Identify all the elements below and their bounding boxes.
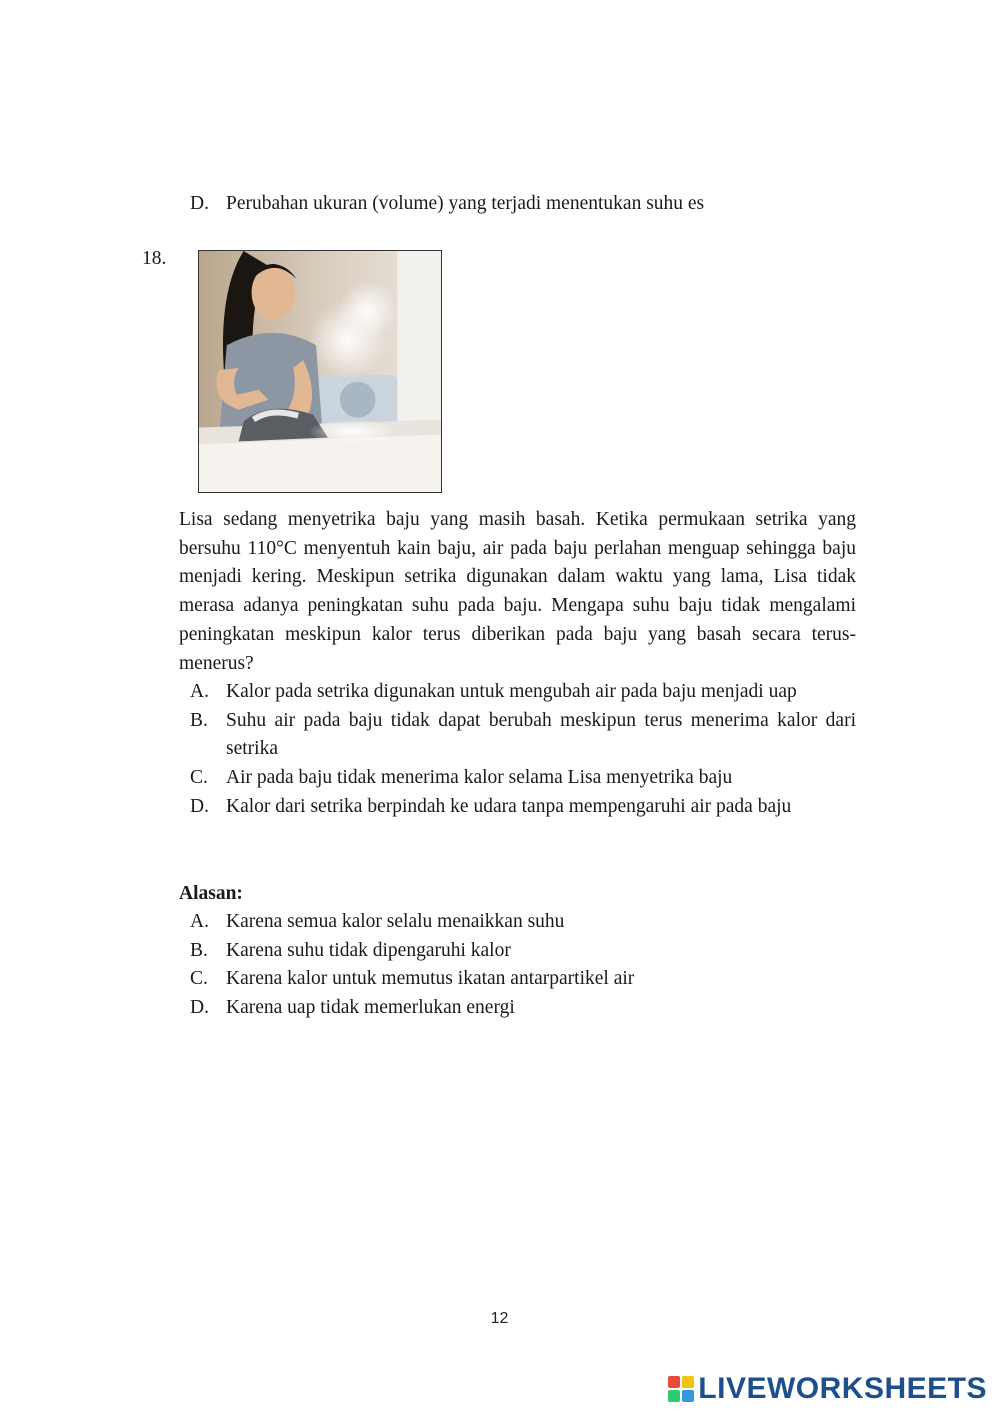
option-text: Karena semua kalor selalu menaikkan suhu [226, 911, 565, 932]
question-stem: Lisa sedang menyetrika baju yang masih basah. Ketika permukaan setrika yang bersuhu 110°C menyentuh kain baju, air pada baju perlahan menguap sehingga baju menjadi kering. Meskipun setrika digunakan dalam waktu yang lama, Lisa tidak merasa adanya peningkatan suhu pada baju. Mengapa suhu baju tidak mengalami peningkatan meskipun kalor terus diberikan pada baju yang basah secara terus- menerus? [179, 509, 856, 674]
option-text: Karena suhu tidak dipengaruhi kalor [226, 939, 511, 961]
option-letter: D. [190, 997, 209, 1019]
woman-ironing-steam-icon [199, 251, 441, 492]
option-c[interactable] [190, 764, 856, 793]
page-number: 12 [490, 1310, 509, 1327]
option-text: Kalor dari setrika berpindah ke udara tanpa mempengaruhi air pada baju [226, 795, 792, 817]
reason-a[interactable] [190, 908, 856, 937]
option-text: Karena kalor untuk memutus ikatan antarpartikel air [226, 968, 635, 990]
option-text: Air pada baju tidak menerima kalor selama Lisa menyetrika baju [226, 767, 733, 789]
option-text: Kalor pada setrika digunakan untuk mengubah air pada baju menjadi uap [226, 681, 797, 702]
option-text: Perubahan ukuran (volume) yang terjadi menentukan suhu es [226, 193, 705, 214]
reason-label: Alasan: [179, 883, 243, 904]
liveworksheets-logo-icon [668, 1376, 694, 1402]
previous-question-option-d [190, 190, 870, 218]
option-text: Suhu air pada baju tidak dapat berubah meskipun terus menerima kalor dari setrika [226, 709, 856, 760]
option-letter: B. [190, 709, 208, 731]
watermark-text: LIVEWORKSHEETS [698, 1372, 987, 1405]
reason-options [190, 908, 856, 1023]
reason-b[interactable] [190, 937, 856, 966]
option-letter: D. [190, 193, 209, 214]
option-letter: B. [190, 939, 208, 961]
option-letter: A. [190, 911, 209, 932]
option-b[interactable] [190, 707, 856, 764]
liveworksheets-watermark[interactable] [668, 1372, 987, 1406]
option-letter: D. [190, 795, 209, 817]
woman-ironing-photo [198, 250, 442, 493]
option-d[interactable] [190, 793, 856, 822]
option-letter: C. [190, 968, 208, 990]
option-letter: A. [190, 681, 209, 702]
reason-c[interactable] [190, 965, 856, 994]
option-letter: C. [190, 767, 208, 789]
option-a[interactable] [190, 678, 856, 707]
reason-d[interactable] [190, 994, 856, 1023]
answer-options [190, 678, 856, 822]
option-text: Karena uap tidak memerlukan energi [226, 997, 515, 1019]
question-number: 18. [142, 248, 167, 269]
